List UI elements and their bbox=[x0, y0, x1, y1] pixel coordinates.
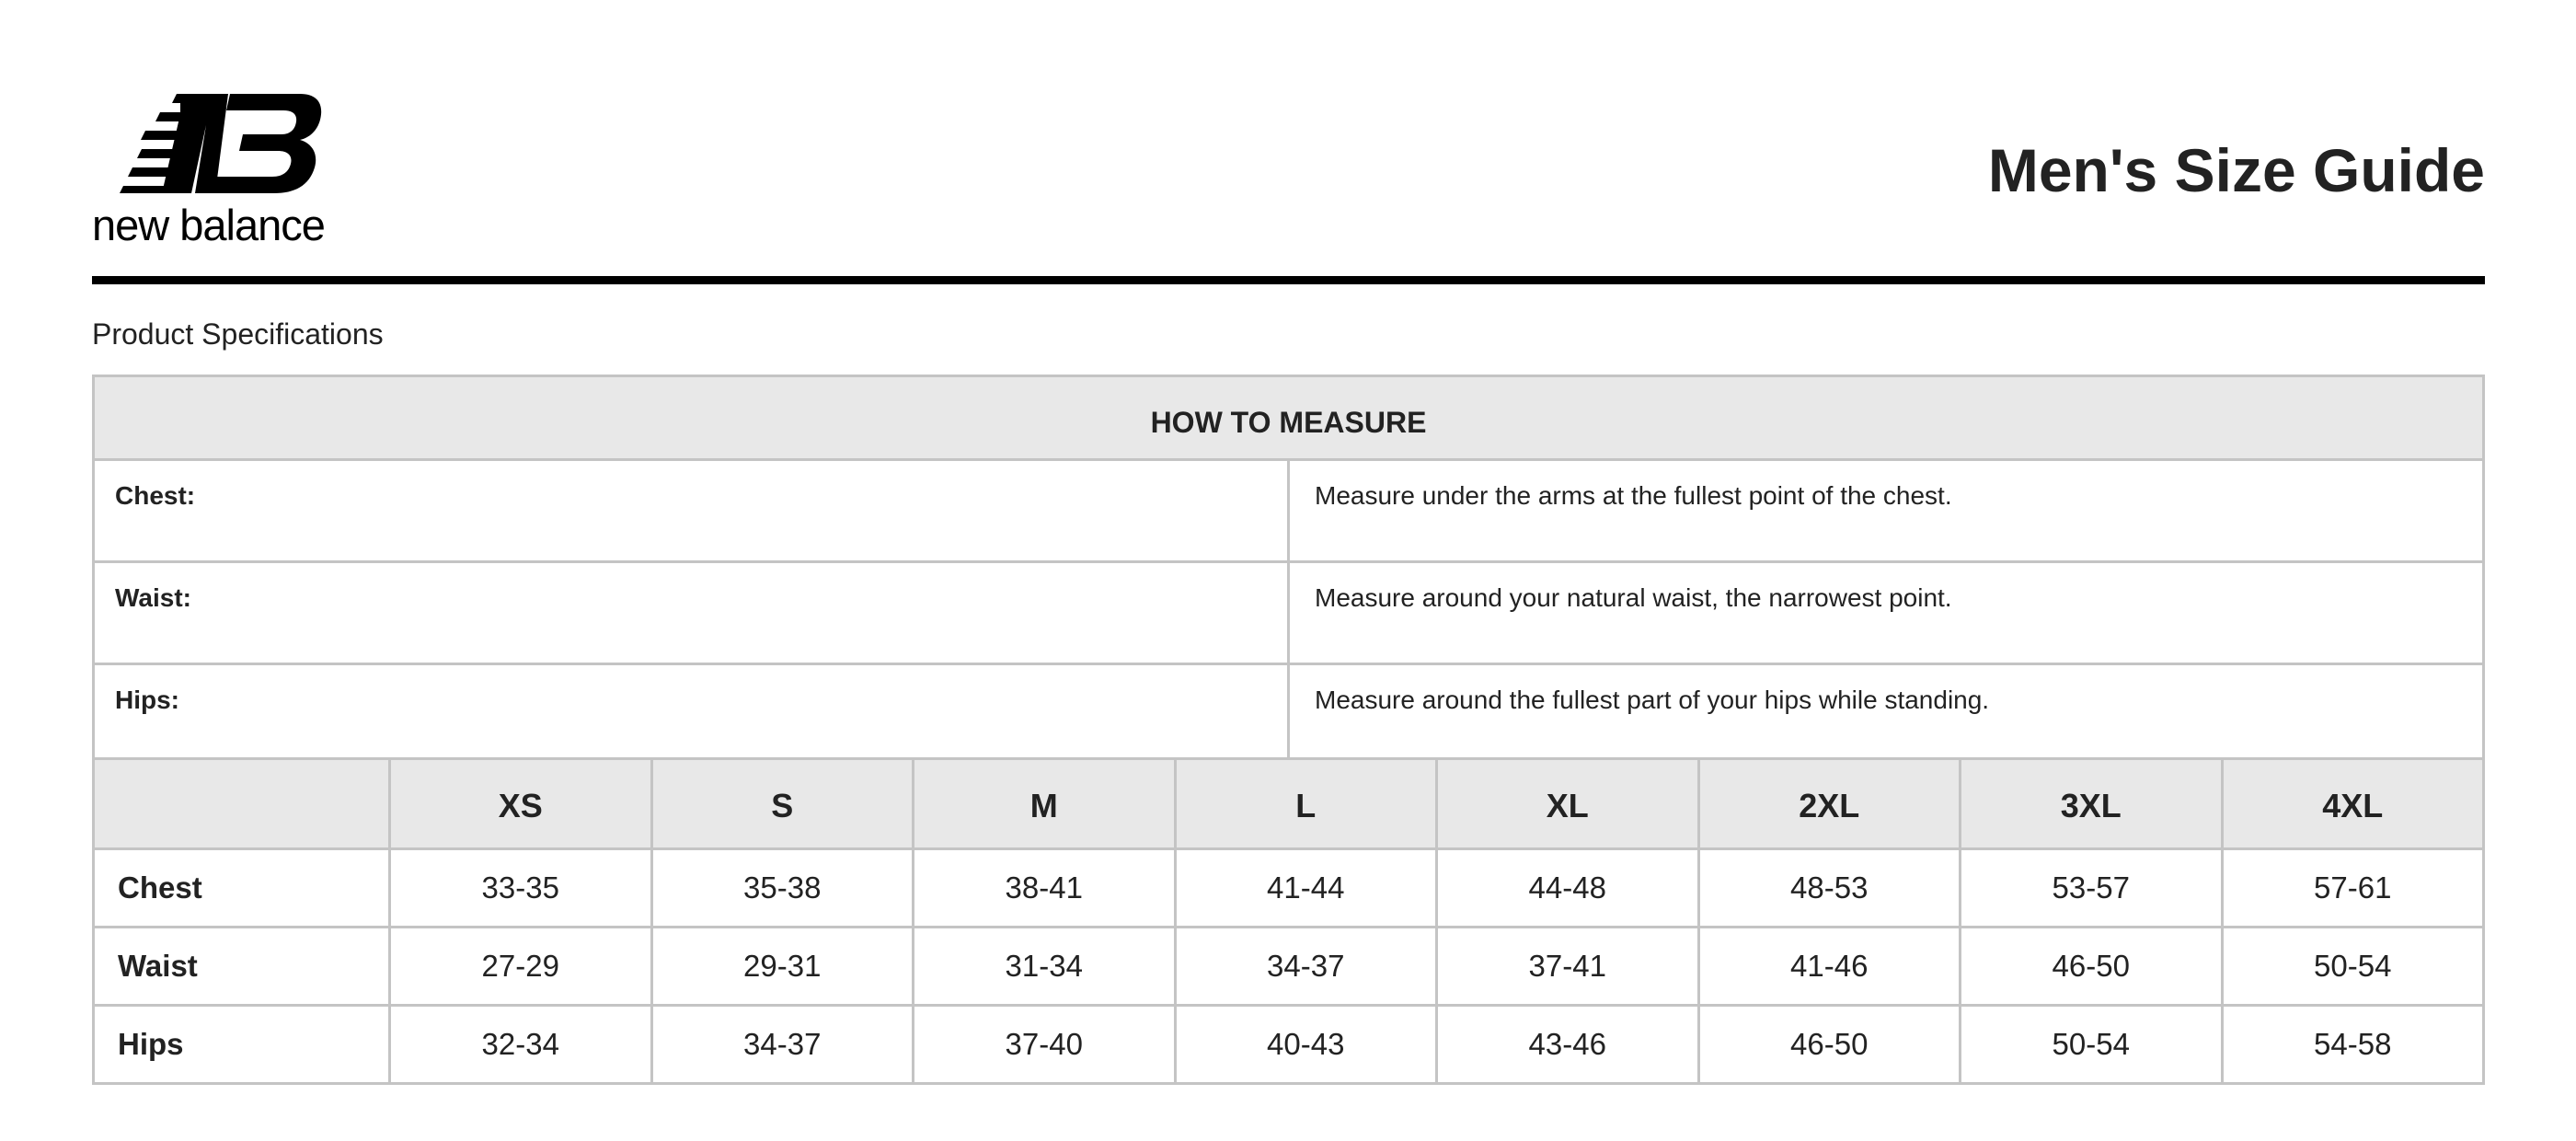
size-row-hips bbox=[94, 1006, 2484, 1084]
new-balance-logo bbox=[92, 88, 355, 245]
page-header bbox=[92, 0, 2485, 276]
size-header-2xl: 2XL bbox=[1698, 759, 1961, 849]
size-cell: 40-43 bbox=[1175, 1006, 1437, 1084]
size-chart-table bbox=[92, 757, 2485, 1085]
size-cell: 50-54 bbox=[2222, 928, 2484, 1006]
header-divider bbox=[92, 276, 2485, 284]
measure-key: Waist: bbox=[94, 562, 1289, 664]
size-cell: 32-34 bbox=[390, 1006, 652, 1084]
size-cell: 29-31 bbox=[651, 928, 914, 1006]
size-cell: 41-44 bbox=[1175, 849, 1437, 928]
size-cell: 46-50 bbox=[1961, 928, 2223, 1006]
size-cell: 31-34 bbox=[914, 928, 1176, 1006]
size-header-row bbox=[94, 759, 2484, 849]
size-cell: 41-46 bbox=[1698, 928, 1961, 1006]
size-header-l: L bbox=[1175, 759, 1437, 849]
section-label: Product Specifications bbox=[92, 317, 384, 351]
size-cell: 53-57 bbox=[1961, 849, 2223, 928]
how-to-measure-table bbox=[92, 375, 2485, 767]
size-header-xs: XS bbox=[390, 759, 652, 849]
nb-logo-mark-icon bbox=[92, 88, 355, 245]
measure-row-chest bbox=[94, 460, 2484, 562]
measure-instruction: Measure under the arms at the fullest point of the chest. bbox=[1289, 460, 2484, 562]
size-row-label: Hips bbox=[94, 1006, 390, 1084]
measure-key: Chest: bbox=[94, 460, 1289, 562]
size-guide-page bbox=[92, 0, 2485, 1061]
size-cell: 35-38 bbox=[651, 849, 914, 928]
size-cell: 33-35 bbox=[390, 849, 652, 928]
measure-row-hips bbox=[94, 664, 2484, 766]
logo-wordmark: new balance bbox=[92, 201, 325, 245]
size-row-waist bbox=[94, 928, 2484, 1006]
size-cell: 34-37 bbox=[1175, 928, 1437, 1006]
size-row-label: Waist bbox=[94, 928, 390, 1006]
size-cell: 54-58 bbox=[2222, 1006, 2484, 1084]
size-cell: 48-53 bbox=[1698, 849, 1961, 928]
size-cell: 50-54 bbox=[1961, 1006, 2223, 1084]
measure-key: Hips: bbox=[94, 664, 1289, 766]
how-to-measure-heading: HOW TO MEASURE bbox=[94, 376, 2484, 460]
size-header-xl: XL bbox=[1437, 759, 1699, 849]
size-row-label: Chest bbox=[94, 849, 390, 928]
size-cell: 37-40 bbox=[914, 1006, 1176, 1084]
size-cell: 38-41 bbox=[914, 849, 1176, 928]
size-header-3xl: 3XL bbox=[1961, 759, 2223, 849]
size-cell: 27-29 bbox=[390, 928, 652, 1006]
page-title: Men's Size Guide bbox=[1987, 136, 2485, 204]
size-cell: 57-61 bbox=[2222, 849, 2484, 928]
measure-row-waist bbox=[94, 562, 2484, 664]
size-header-4xl: 4XL bbox=[2222, 759, 2484, 849]
size-cell: 46-50 bbox=[1698, 1006, 1961, 1084]
size-header-s: S bbox=[651, 759, 914, 849]
size-cell: 44-48 bbox=[1437, 849, 1699, 928]
size-header-m: M bbox=[914, 759, 1176, 849]
measure-instruction: Measure around the fullest part of your hips while standing. bbox=[1289, 664, 2484, 766]
size-cell: 34-37 bbox=[651, 1006, 914, 1084]
size-row-chest bbox=[94, 849, 2484, 928]
size-cell: 43-46 bbox=[1437, 1006, 1699, 1084]
size-cell: 37-41 bbox=[1437, 928, 1699, 1006]
size-header-corner bbox=[94, 759, 390, 849]
measure-instruction: Measure around your natural waist, the narrowest point. bbox=[1289, 562, 2484, 664]
